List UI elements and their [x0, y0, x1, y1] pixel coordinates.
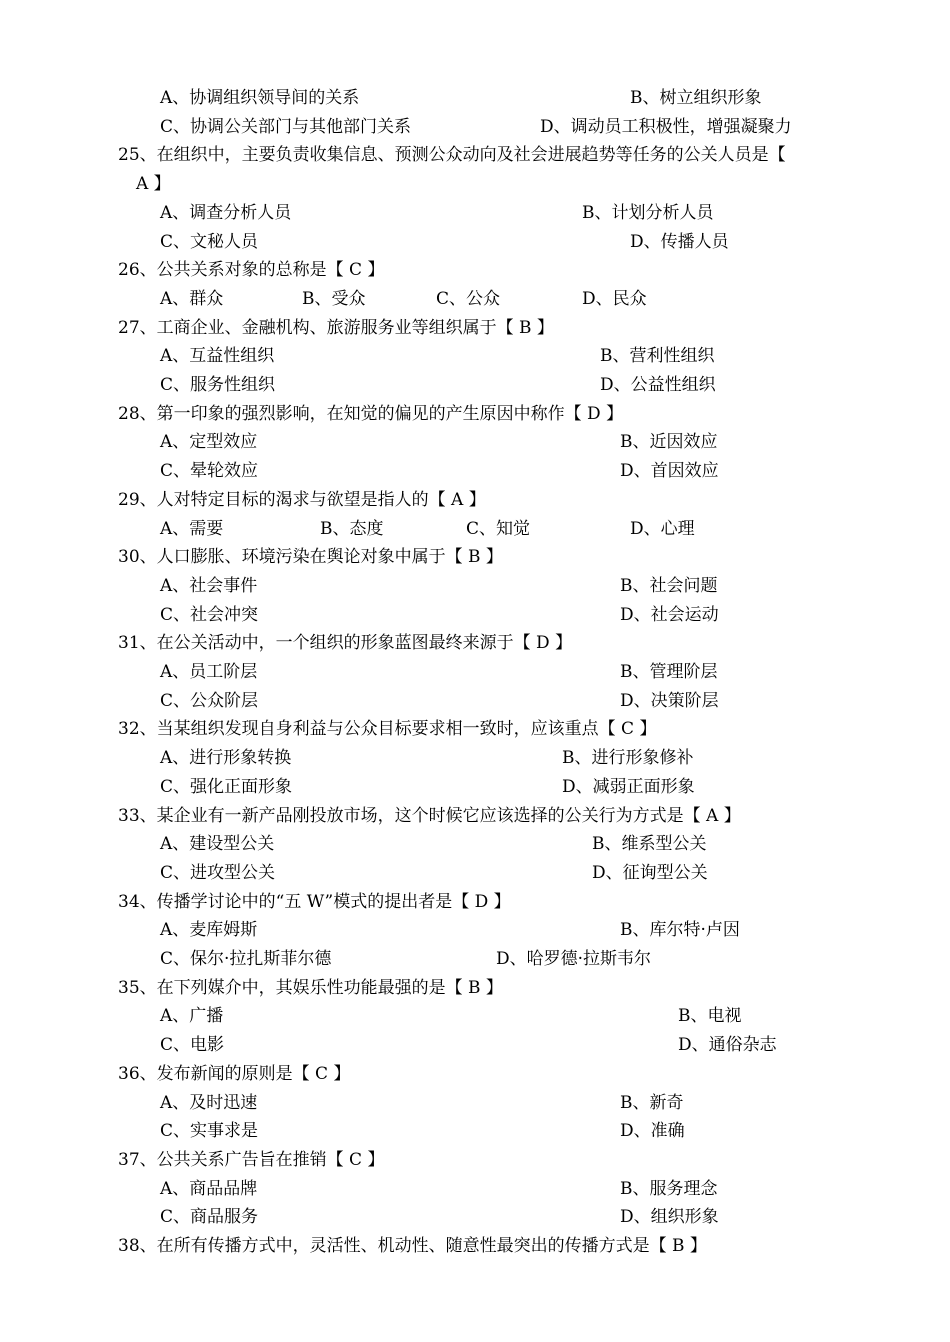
options-row — [0, 773, 950, 802]
answer-option: B、计划分析人员 — [582, 202, 714, 223]
question-line: 38、在所有传播方式中，灵活性、机动性、随意性最突出的传播方式是【 B 】 — [118, 1236, 707, 1256]
options-row — [0, 1002, 950, 1031]
options-row — [0, 945, 950, 974]
answer-option: C、公众阶层 — [160, 690, 259, 711]
answer-option: C、服务性组织 — [160, 375, 276, 395]
answer-option: B、库尔特·卢因 — [620, 920, 740, 941]
question-line: 25、在组织中，主要负责收集信息、预测公众动向及社会进展趋势等任务的公关人员是【 — [118, 145, 786, 166]
answer-option: A、群众 — [160, 288, 224, 309]
answer-option: D、首因效应 — [620, 461, 719, 482]
answer-option: D、通俗杂志 — [678, 1035, 777, 1056]
answer-option: D、组织形象 — [620, 1207, 719, 1228]
options-row — [0, 342, 950, 371]
question-line: 30、人口膨胀、环境污染在舆论对象中属于【 B 】 — [118, 547, 503, 568]
options-row — [0, 1031, 950, 1060]
answer-option: A、麦库姆斯 — [160, 920, 258, 941]
answer-option: A、商品品牌 — [160, 1178, 258, 1199]
answer-option: B、管理阶层 — [620, 662, 718, 682]
answer-option: D、传播人员 — [630, 231, 729, 252]
answer-option: C、进攻型公关 — [160, 862, 276, 883]
answer-option: D、心理 — [630, 518, 695, 539]
options-row — [0, 515, 950, 544]
options-row — [0, 84, 950, 113]
answer-option: B、受众 — [302, 288, 366, 309]
answer-option: A、进行形象转换 — [160, 748, 292, 769]
answer-option: B、树立组织形象 — [630, 88, 762, 108]
question-line: 34、传播学讨论中的“五 W”模式的提出者是【 D 】 — [118, 891, 511, 912]
answer-option: A、互益性组织 — [160, 346, 275, 367]
options-row — [0, 285, 950, 314]
answer-option: D、减弱正面形象 — [562, 776, 695, 797]
options-row — [0, 428, 950, 457]
options-row — [0, 572, 950, 601]
answer-option: C、知觉 — [466, 518, 531, 539]
question-line: 31、在公关活动中，一个组织的形象蓝图最终来源于【 D 】 — [118, 633, 573, 654]
answer-option: D、调动员工积极性，增强凝聚力 — [540, 116, 792, 137]
question-line: 35、在下列媒介中，其娱乐性功能最强的是【 B 】 — [118, 977, 503, 998]
options-row — [0, 199, 950, 228]
options-row — [0, 687, 950, 716]
question-line: 27、工商企业、金融机构、旅游服务业等组织属于【 B 】 — [118, 317, 554, 338]
answer-option: D、准确 — [620, 1121, 685, 1142]
options-row — [0, 1089, 950, 1118]
answer-option: D、哈罗德·拉斯韦尔 — [496, 949, 652, 969]
answer-option: B、电视 — [678, 1006, 742, 1027]
answer-option: C、商品服务 — [160, 1207, 259, 1228]
answer-option: A、需要 — [160, 518, 224, 539]
answer-option: A、及时迅速 — [160, 1092, 258, 1113]
options-row — [0, 1175, 950, 1204]
answer-option: D、民众 — [582, 288, 647, 309]
answer-option: B、服务理念 — [620, 1178, 718, 1199]
answer-continuation: A 】 — [136, 174, 171, 195]
question-line: 28、第一印象的强烈影响，在知觉的偏见的产生原因中称作【 D 】 — [118, 403, 624, 424]
answer-option: D、社会运动 — [620, 604, 719, 625]
answer-option: C、文秘人员 — [160, 231, 259, 252]
answer-option: B、进行形象修补 — [562, 748, 694, 769]
answer-option: B、社会问题 — [620, 575, 718, 596]
answer-option: A、广播 — [160, 1006, 224, 1027]
answer-option: B、维系型公关 — [592, 834, 707, 855]
answer-option: A、建设型公关 — [160, 834, 275, 855]
options-row — [0, 1203, 950, 1232]
options-row — [0, 601, 950, 630]
answer-option: C、保尔·拉扎斯菲尔德 — [160, 949, 332, 969]
answer-option: C、电影 — [160, 1035, 225, 1056]
answer-option: A、社会事件 — [160, 575, 258, 596]
answer-option: C、公众 — [436, 288, 501, 309]
answer-option: B、营利性组织 — [600, 346, 715, 367]
answer-option: A、定型效应 — [160, 432, 258, 453]
question-line: 33、某企业有一新产品刚投放市场，这个时候它应该选择的公关行为方式是【 A 】 — [118, 805, 741, 826]
question-line: 29、人对特定目标的渴求与欲望是指人的【 A 】 — [118, 489, 486, 510]
options-row — [0, 859, 950, 888]
question-line: 37、公共关系广告旨在推销【 C 】 — [118, 1149, 385, 1170]
answer-option: C、社会冲突 — [160, 604, 259, 625]
options-row — [0, 371, 950, 400]
answer-option: D、征询型公关 — [592, 862, 708, 883]
answer-option: C、强化正面形象 — [160, 776, 293, 797]
question-line: 36、发布新闻的原则是【 C 】 — [118, 1063, 351, 1084]
answer-option: B、态度 — [320, 518, 384, 539]
options-row — [0, 228, 950, 257]
answer-option: A、调查分析人员 — [160, 202, 292, 223]
options-row — [0, 916, 950, 945]
answer-option: D、决策阶层 — [620, 690, 719, 711]
question-line: 26、公共关系对象的总称是【 C 】 — [118, 260, 385, 281]
options-row — [0, 830, 950, 859]
answer-option: B、近因效应 — [620, 432, 718, 453]
options-row — [0, 113, 950, 142]
options-row — [0, 457, 950, 486]
options-row — [0, 1117, 950, 1146]
answer-option: A、员工阶层 — [160, 662, 258, 682]
answer-option: C、实事求是 — [160, 1121, 259, 1142]
options-row — [0, 744, 950, 773]
answer-option: B、新奇 — [620, 1092, 684, 1113]
answer-option: D、公益性组织 — [600, 375, 716, 395]
options-row — [0, 658, 950, 687]
answer-option: A、协调组织领导间的关系 — [160, 88, 360, 108]
answer-option: C、晕轮效应 — [160, 461, 259, 482]
answer-option: C、协调公关部门与其他部门关系 — [160, 116, 412, 137]
question-line: 32、当某组织发现自身利益与公众目标要求相一致时，应该重点【 C 】 — [118, 719, 657, 740]
